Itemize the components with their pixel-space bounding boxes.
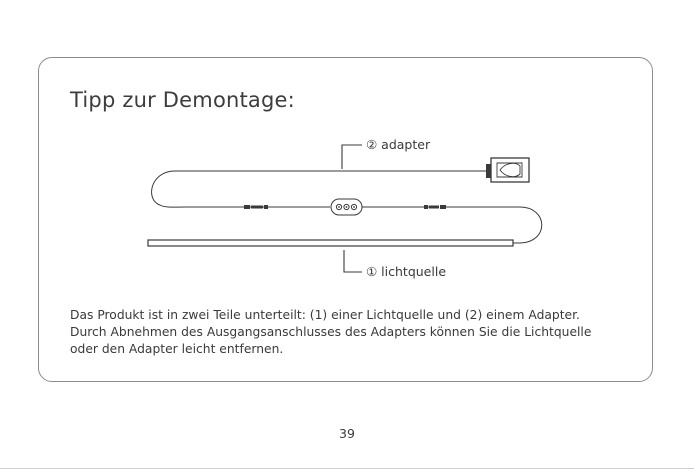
left-connector <box>244 205 268 209</box>
light-source-callout-label: ① lichtquelle <box>366 264 447 279</box>
page-number: 39 <box>339 426 355 441</box>
strip-cable <box>445 207 542 243</box>
adapter-callout-label: ② adapter <box>366 137 431 152</box>
light-leader-line <box>344 250 362 272</box>
adapter-cable <box>152 171 486 207</box>
adapter-box <box>486 158 529 182</box>
instruction-line: Durch Abnehmen des Ausgangsanschlusses des Adapters können Sie die Lichtquelle <box>70 325 592 339</box>
section-title: Tipp zur Demontage: <box>70 88 295 112</box>
page-divider <box>0 468 694 469</box>
controller <box>331 199 362 215</box>
instruction-line: Das Produkt ist in zwei Teile unterteilt: (1) einer Lichtquelle und (2) einem Adapter. <box>70 308 580 322</box>
instruction-line: oder den Adapter leicht entfernen. <box>70 342 284 356</box>
instruction-text <box>70 307 630 358</box>
adapter-leader-line <box>342 145 362 169</box>
right-connector <box>424 205 446 209</box>
light-strip <box>148 240 513 246</box>
